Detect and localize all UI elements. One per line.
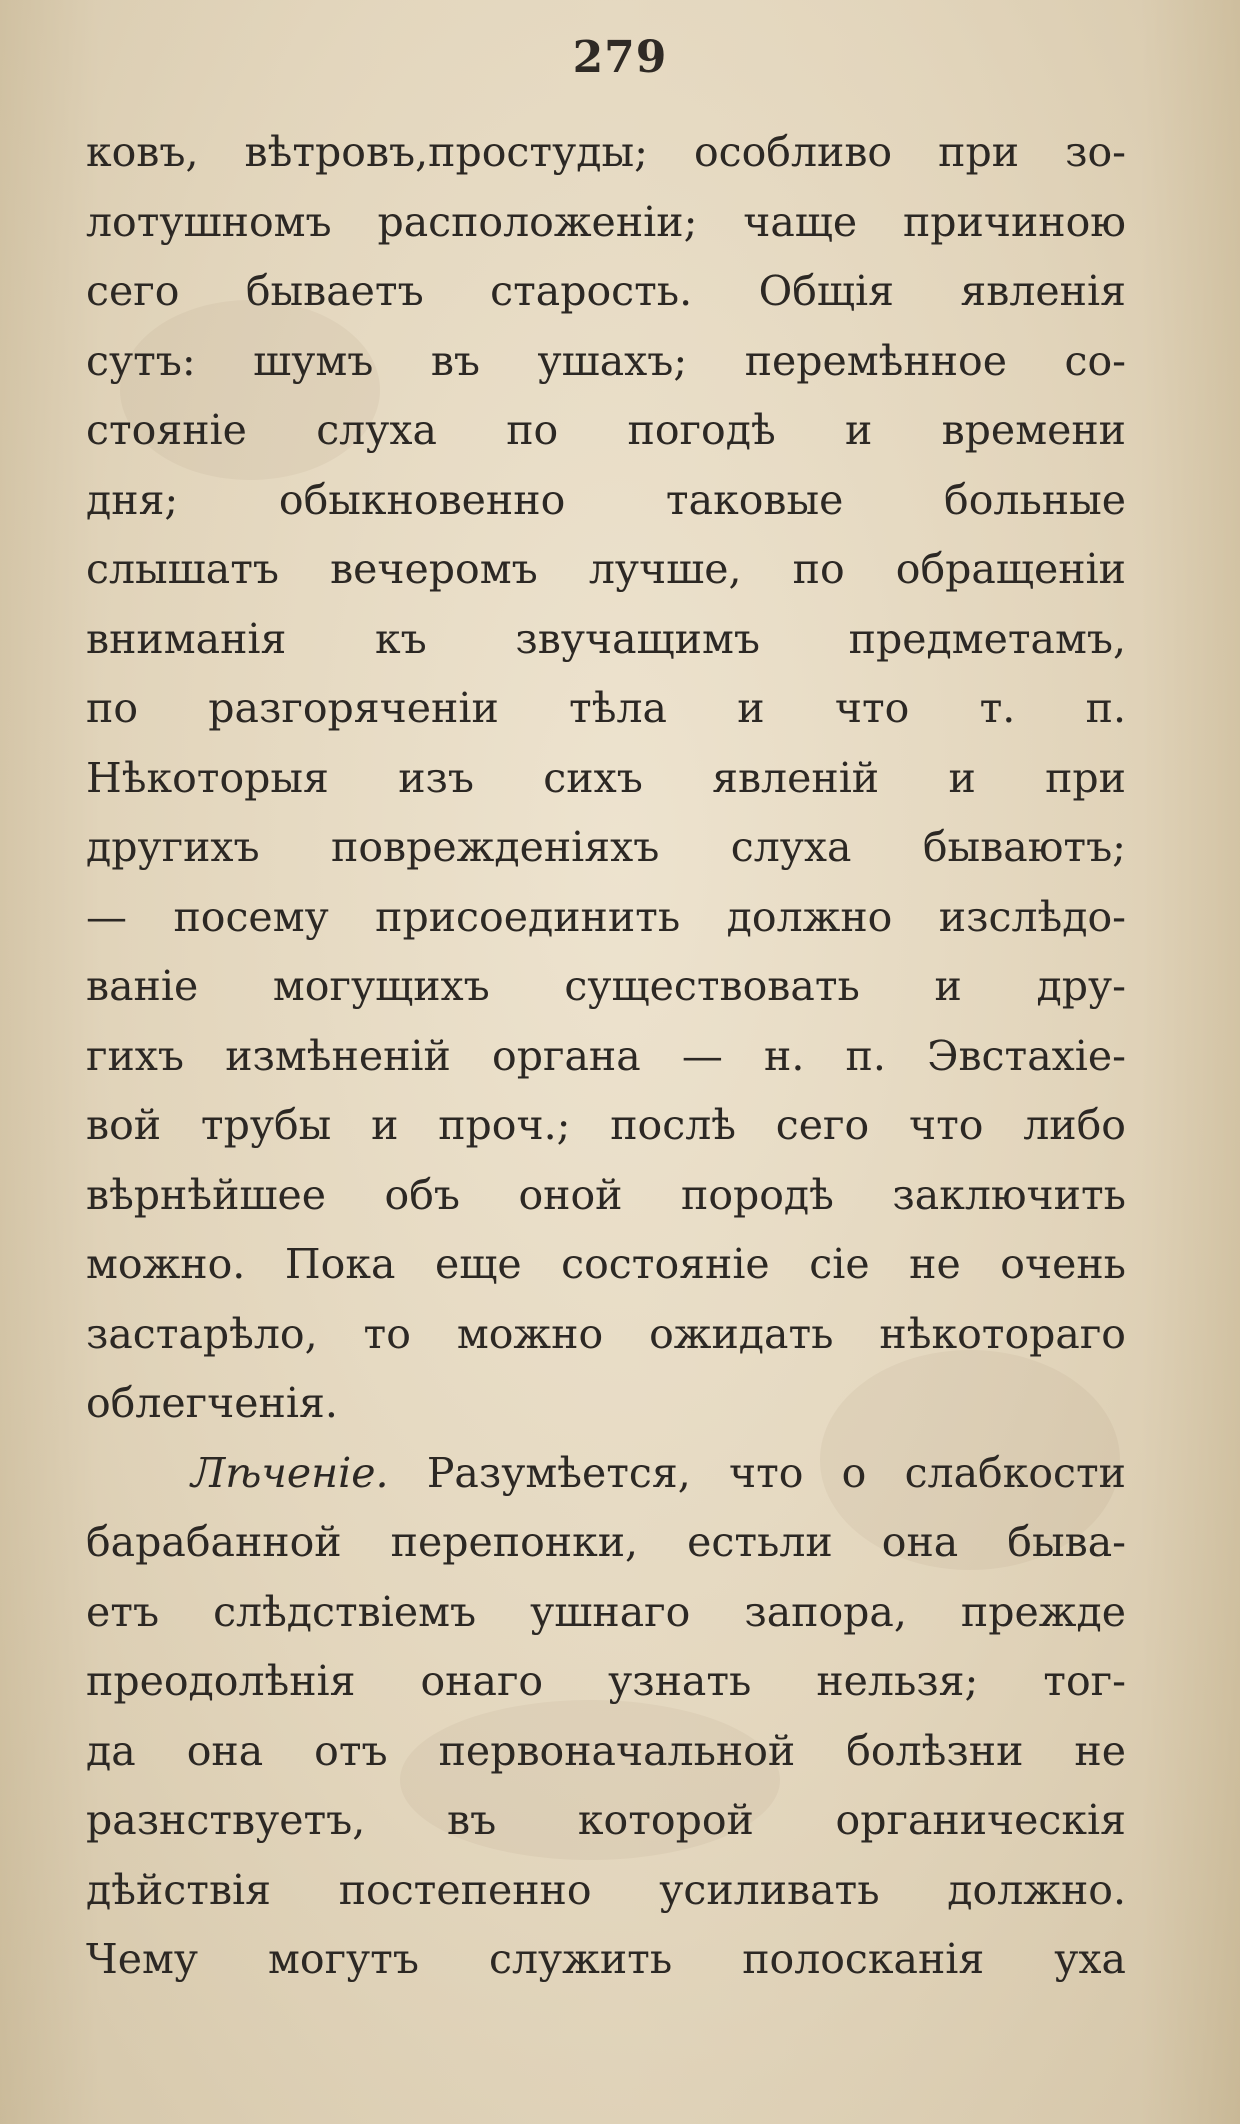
text-line: дня; обыкновенно таковые больные (86, 475, 1126, 524)
text-line: преодолѣнія онаго узнать нельзя; тог- (86, 1657, 1126, 1705)
text-line: другихъ поврежденіяхъ слуха бываютъ; (86, 823, 1126, 871)
text-line: Чему могутъ служить полосканія уха (86, 1935, 1126, 1983)
text-line: да она отъ первоначальной болѣзни не (86, 1726, 1126, 1775)
page-number: 279 (572, 32, 668, 83)
body-text (86, 118, 1126, 1995)
text-line: сего бываетъ старость. Общія явленія (86, 267, 1126, 315)
section-heading: Лѣченіе. (191, 1448, 389, 1497)
text-line: — посему присоединить должно изслѣдо- (86, 892, 1126, 941)
text-line: етъ слѣдствіемъ ушнаго запора, прежде (86, 1587, 1126, 1636)
text-line: стояніе слуха по погодѣ и времени (86, 406, 1126, 454)
text-line: разнствуетъ, въ которой органическія (86, 1796, 1126, 1844)
text-line: вѣрнѣйшее объ оной породѣ заключить (86, 1170, 1126, 1219)
text-line: по разгоряченіи тѣла и что т. п. (86, 684, 1126, 732)
text-line: Нѣкоторыя изъ сихъ явленій и при (86, 753, 1126, 802)
text-line: сутъ: шумъ въ ушахъ; перемѣнное со- (86, 336, 1126, 385)
text-line: гихъ измѣненій органа — н. п. Эвстахіе- (86, 1031, 1126, 1080)
text-line: облегченія. (86, 1379, 338, 1427)
text-line: ваніе могущихъ существовать и дру- (86, 962, 1126, 1010)
text-span: Разумѣется, что о слабкости (426, 1448, 1126, 1497)
paragraph-first-line (86, 1439, 1126, 1509)
text-line: застарѣло, то можно ожидать нѣкотораго (86, 1309, 1126, 1358)
text-line: барабанной перепонки, естьли она быва- (86, 1518, 1126, 1566)
text-line: можно. Пока еще состояніе сіе не очень (86, 1240, 1126, 1288)
text-line: слышатъ вечеромъ лучше, по обращеніи (86, 545, 1126, 593)
text-line: вой трубы и проч.; послѣ сего что либо (86, 1101, 1126, 1149)
text-line: дѣйствія постепенно усиливать должно. (86, 1865, 1126, 1914)
text-line: ковъ, вѣтровъ,простуды; особливо при зо- (86, 128, 1126, 176)
text-line: лотушномъ расположеніи; чаще причиною (86, 197, 1126, 246)
text-line: вниманія къ звучащимъ предметамъ, (86, 614, 1126, 663)
